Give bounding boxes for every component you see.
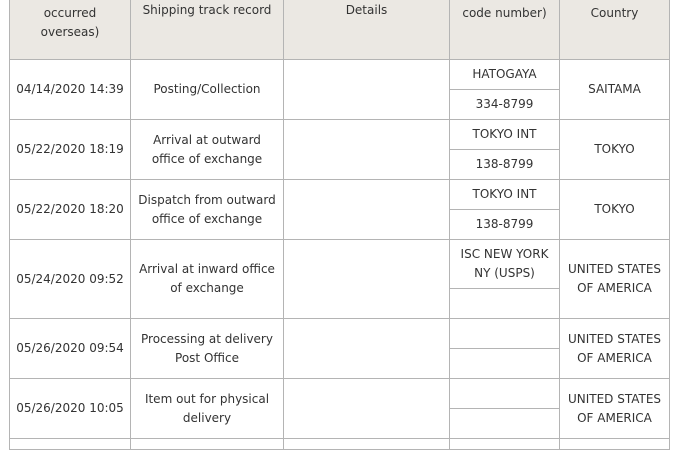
row-track-record: Item out for physical delivery [131, 379, 284, 439]
table-row [10, 240, 670, 289]
row-date: 04/14/2020 14:39 [10, 60, 131, 120]
row-date: 05/22/2020 18:19 [10, 120, 131, 180]
row-zip-code [450, 289, 560, 319]
table-row [10, 120, 670, 150]
header-prefecture-country: Country [560, 0, 670, 60]
row-office: HATOGAYA [450, 60, 560, 90]
row-track-record: Arrival at inward office of exchange [131, 240, 284, 319]
header-details: Details [284, 0, 450, 60]
row-office: TOKYO INT [450, 180, 560, 210]
row-zip-code [450, 349, 560, 379]
table-row [10, 319, 670, 349]
row-track-record: Posting/Collection [131, 60, 284, 120]
header-date: occurred overseas) [10, 0, 131, 60]
row-zip-code: 138-8799 [450, 150, 560, 180]
row-date: 05/24/2020 09:52 [10, 240, 131, 319]
row-prefecture: UNITED STATES OF AMERICA [560, 379, 670, 439]
row-zip-code [450, 409, 560, 439]
row-office: TOKYO INT [450, 120, 560, 150]
row-office: ISC NEW YORK NY (USPS) [450, 240, 560, 289]
row-track-record: Dispatch from outward office of exchange [131, 180, 284, 240]
row-details [284, 120, 450, 180]
header-shipping-track-record: Shipping track record [131, 0, 284, 60]
header-row [10, 0, 670, 60]
table-row [10, 379, 670, 409]
row-date: 05/26/2020 10:05 [10, 379, 131, 439]
row-prefecture: TOKYO [560, 180, 670, 240]
header-zip-code: code number) [450, 0, 560, 60]
row-track-record: Arrival at outward office of exchange [131, 120, 284, 180]
row-office [450, 319, 560, 349]
row-prefecture: SAITAMA [560, 60, 670, 120]
table-row-partial [10, 439, 670, 450]
row-office [450, 379, 560, 409]
tracking-table [9, 0, 670, 450]
row-details [284, 60, 450, 120]
row-details [284, 180, 450, 240]
row-details [284, 319, 450, 379]
row-prefecture: UNITED STATES OF AMERICA [560, 240, 670, 319]
row-date: 05/22/2020 18:20 [10, 180, 131, 240]
table-row [10, 60, 670, 90]
row-details [284, 379, 450, 439]
row-details [284, 240, 450, 319]
table-row [10, 180, 670, 210]
row-date: 05/26/2020 09:54 [10, 319, 131, 379]
row-track-record: Processing at delivery Post Office [131, 319, 284, 379]
row-zip-code: 334-8799 [450, 90, 560, 120]
row-prefecture: TOKYO [560, 120, 670, 180]
row-zip-code: 138-8799 [450, 210, 560, 240]
row-prefecture: UNITED STATES OF AMERICA [560, 319, 670, 379]
